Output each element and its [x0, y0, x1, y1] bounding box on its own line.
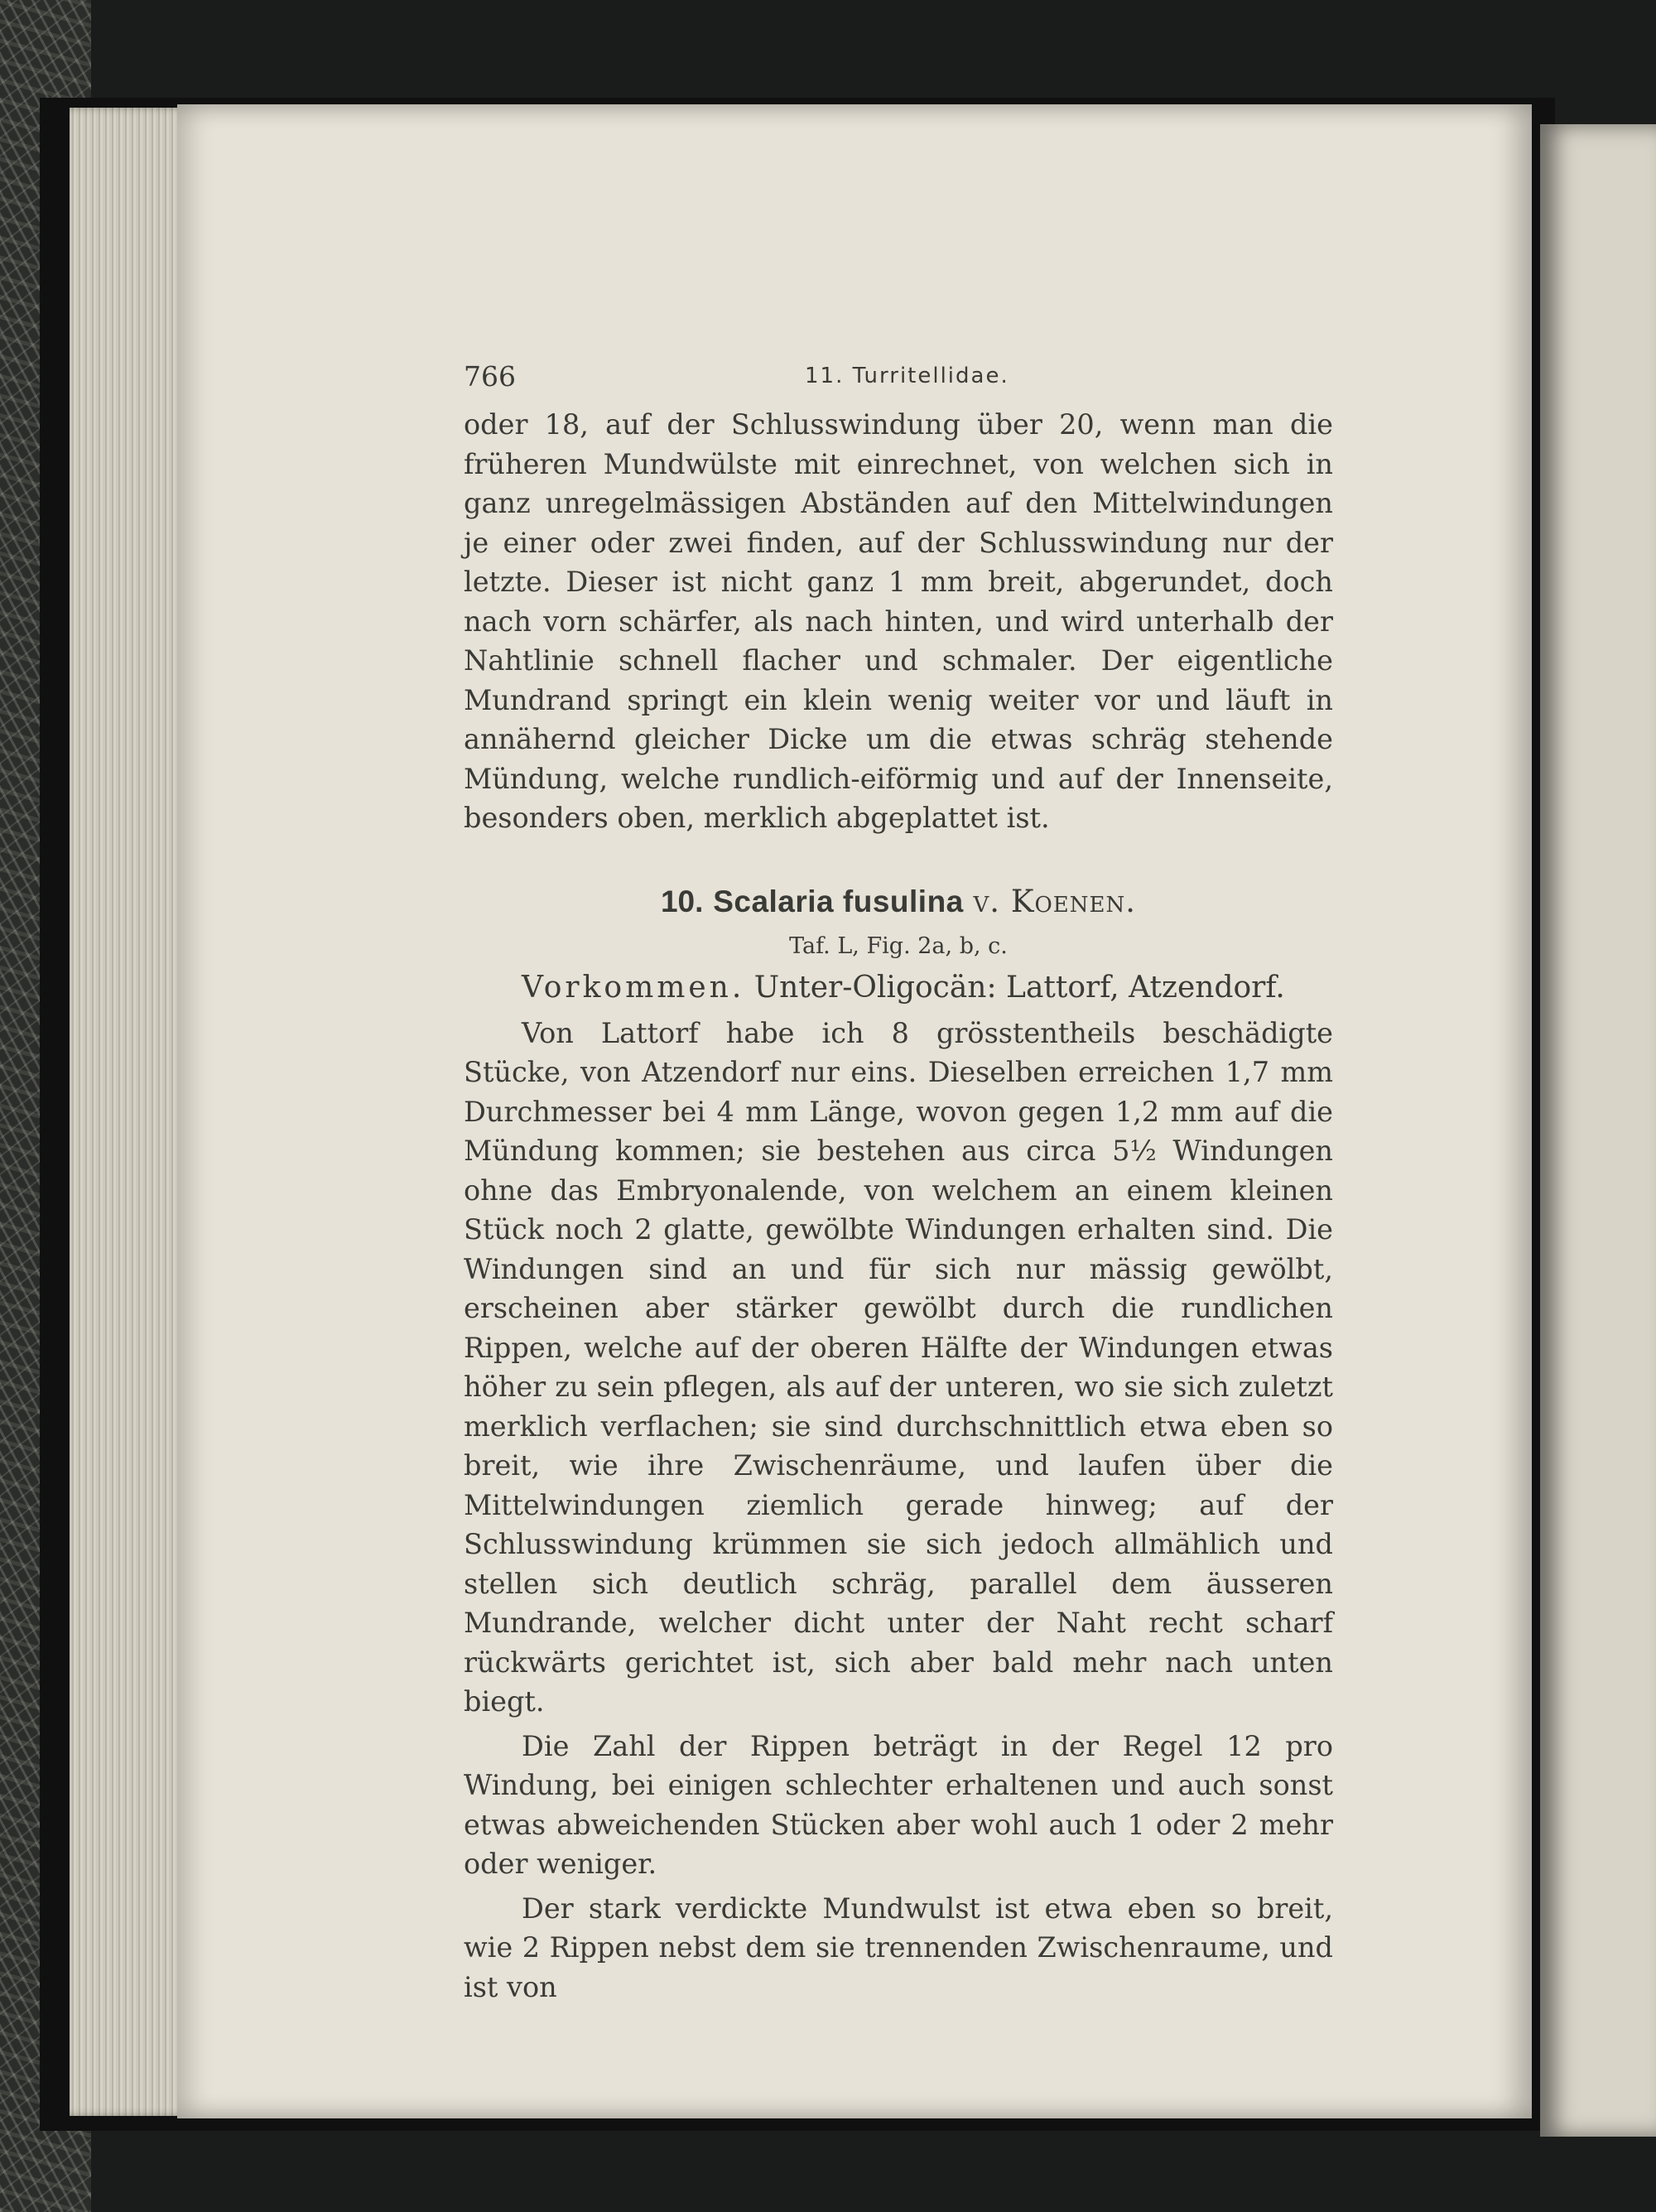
running-head [464, 360, 1333, 402]
description-paragraph-2: Die Zahl der Rippen beträgt in der Regel 12 pro Windung, bei einigen schlechter erhaltenen und auch sonst etwas abweichenden Stücken aber wohl auch 1 oder 2 mehr oder weniger. [464, 1729, 1333, 1880]
page-stack-edge [70, 108, 194, 2116]
species-author: v. Koenen. [973, 883, 1137, 919]
occurrence-label: Vorkommen. [522, 970, 745, 1005]
page-number: 766 [464, 360, 516, 393]
species-heading [464, 881, 1333, 923]
species-number: 10. [660, 884, 704, 918]
plate-reference: Taf. L, Fig. 2a, b, c. [789, 933, 1008, 959]
continuation-paragraph: oder 18, auf der Schlusswindung über 20, wenn man die früheren Mundwülste mit einrechnet, von welchen sich in ganz unregelmässigen Abständen auf den Mittelwindungen je einer oder zwei finden, auf der Schlusswindung nur der letzte. Dieser ist nicht ganz 1 mm breit, abgerundet, doch nach vorn schärfer, als nach hinten, und wird unterhalb der Nahtlinie schnell flacher und schmaler. Der eigentliche Mundrand springt ein klein wenig weiter vor und läuft in annähernd gleicher Dicke um die etwas schräg stehende Mündung, welche rundlich-eiförmig und auf der Innenseite, besonders oben, merklich abgeplattet ist. [464, 408, 1333, 834]
description-paragraph-1: Von Lattorf habe ich 8 grösstentheils beschädigte Stücke, von Atzendorf nur eins. Dieselben erreichen 1,7 mm Durchmesser bei 4 mm Länge, wovon gegen 1,2 mm auf die Mündung kommen; sie bestehen aus circa 5½ Windungen ohne das Embryonalende, von welchem an einem kleinen Stück noch 2 glatte, gewölbte Windungen erhalten sind. Die Windungen sind an und für sich nur mässig gewölbt, erscheinen aber stärker gewölbt durch die rundlichen Rippen, welche auf der oberen Hälfte der Windungen etwas höher zu sein pflegen, als auf der unteren, wo sie sich zuletzt merklich verflachen; sie sind durchschnittlich etwa eben so breit, wie ihre Zwischenräume, und laufen über die Mittelwindungen ziemlich gerade hinweg; auf der Schlusswindung krümmen sie sich jedoch allmählich und stellen sich deutlich schräg, parallel dem äusseren Mundrande, welcher dicht unter der Naht recht scharf rückwärts gerichtet ist, sich aber bald mehr nach unten biegt. [464, 1016, 1333, 1718]
section-title: 11. Turritellidae. [805, 364, 1009, 388]
species-name: Scalaria fusulina [713, 884, 964, 918]
description-paragraph-3: Der stark verdickte Mundwulst ist etwa eben so breit, wie 2 Rippen nebst dem sie trennenden Zwischenraume, und ist von [464, 1892, 1333, 2003]
page-content [464, 360, 1333, 2007]
occurrence-line [464, 967, 1333, 1009]
facing-page-edge [1540, 124, 1656, 2137]
occurrence-value: Unter-Oligocän: Lattorf, Atzendorf. [753, 970, 1285, 1005]
